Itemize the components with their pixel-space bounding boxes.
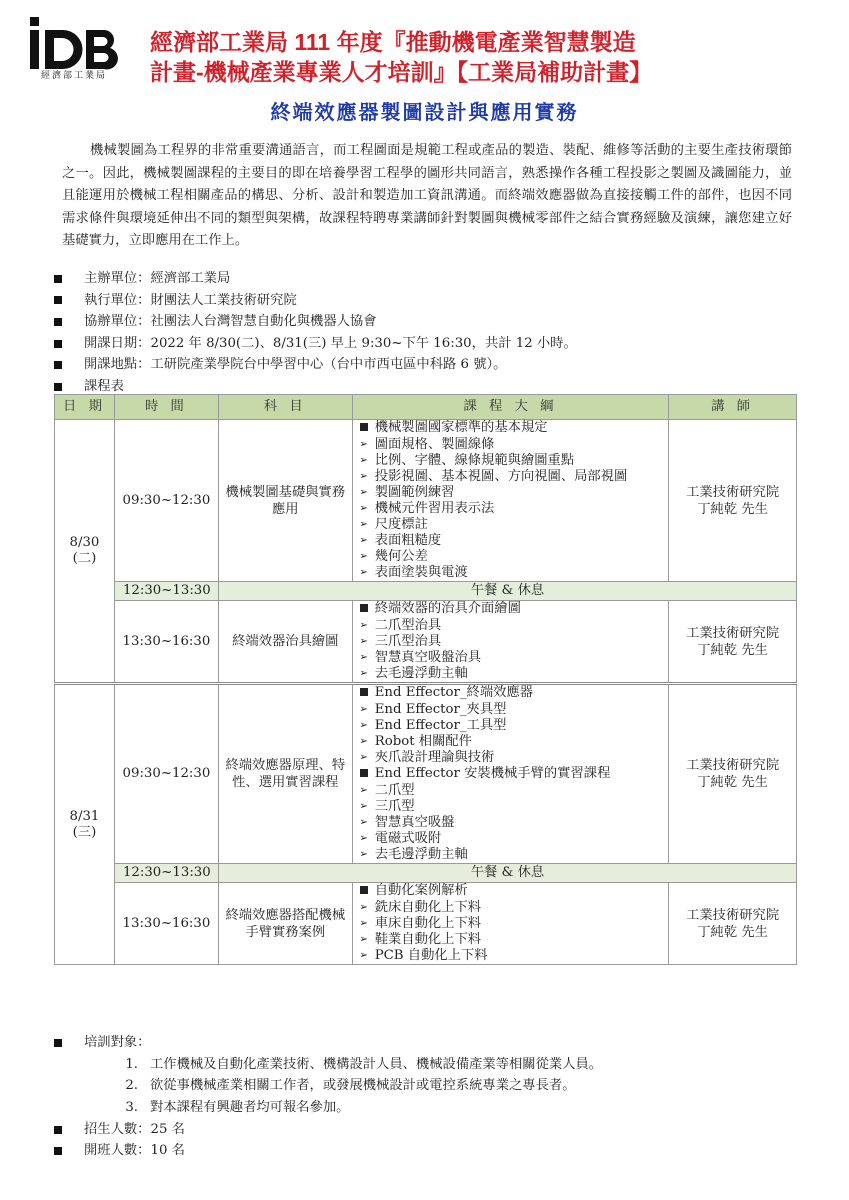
weekday-value: (三) [72, 824, 97, 840]
idb-logo-icon [28, 12, 120, 74]
outline-item [353, 734, 669, 750]
outline-text: 三爪型 [374, 799, 415, 814]
time-cell: 09:30~12:30 [114, 684, 218, 864]
target-item [54, 1054, 814, 1076]
lunch-time: 12:30~13:30 [114, 864, 218, 883]
info-executor [54, 290, 794, 312]
outline-cell [352, 601, 669, 684]
teacher-org: 工業技術研究院 [686, 907, 780, 923]
weekday-value: (二) [72, 551, 97, 566]
session-row [55, 420, 797, 582]
outline-text: 製圖範例練習 [374, 485, 455, 500]
lunch-row [55, 582, 797, 601]
course-title: 終端效應器製圖設計與應用實務 [270, 100, 579, 124]
square-bullet-icon [353, 601, 375, 618]
outline-text: 智慧真空吸盤 [374, 815, 455, 830]
time-cell: 09:30~12:30 [114, 420, 218, 582]
arrow-bullet-icon: ➢ [359, 817, 368, 828]
teacher-cell [669, 420, 797, 582]
outline-item [353, 634, 669, 650]
target-number: 1. [125, 1056, 138, 1072]
date-cell [55, 420, 115, 684]
outline-item [353, 702, 669, 718]
outline-text: End Effector 安裝機械手臂的實習課程 [374, 766, 611, 781]
outline-text: End Effector_終端效應器 [374, 685, 534, 700]
info-text: 課程表 [84, 378, 124, 394]
square-bullet-icon [54, 1147, 62, 1155]
teacher-cell [669, 883, 797, 965]
square-bullet-icon [353, 420, 375, 437]
lunch-label: 午餐 & 休息 [218, 582, 796, 601]
outline-item [353, 650, 669, 666]
outline-text: 車床自動化上下料 [374, 916, 482, 931]
header-teacher: 講 師 [669, 395, 797, 420]
arrow-bullet-icon: ➢ [359, 849, 368, 860]
outline-item [353, 883, 669, 900]
lunch-row [55, 864, 797, 883]
teacher-name: 丁純乾 先生 [697, 642, 768, 658]
square-bullet-icon [54, 275, 62, 283]
date-value: 8/30 [69, 535, 100, 550]
header-title-line1: 經濟部工業局 111 年度『推動機電產業智慧製造 [150, 29, 636, 55]
intro-paragraph [62, 140, 792, 253]
outline-text: 去毛邊浮動主軸 [374, 847, 468, 862]
outline-text: 夾爪設計理論與技術 [374, 750, 495, 765]
outline-item [353, 437, 669, 453]
outline-list [353, 883, 669, 964]
teacher-name: 丁純乾 先生 [697, 775, 768, 790]
arrow-bullet-icon: ➢ [359, 902, 368, 913]
outline-cell [352, 420, 669, 582]
schedule-table [54, 394, 797, 965]
enroll-count: 招生人數：25 名 [84, 1121, 185, 1137]
date-cell [55, 684, 115, 965]
outline-list [353, 685, 669, 863]
outline-text: 二爪型治具 [374, 618, 442, 633]
outline-text: Robot 相關配件 [374, 734, 472, 749]
arrow-bullet-icon: ➢ [359, 668, 368, 679]
outline-item [353, 533, 669, 549]
target-number: 2. [125, 1078, 138, 1094]
lunch-label: 午餐 & 休息 [218, 864, 796, 883]
outline-item [353, 685, 669, 702]
outline-item [353, 831, 669, 847]
arrow-bullet-icon: ➢ [359, 801, 368, 812]
outline-item [353, 750, 669, 766]
outline-item [353, 549, 669, 565]
teacher-name: 丁純乾 先生 [697, 501, 768, 517]
arrow-bullet-icon: ➢ [359, 785, 368, 796]
schedule-body [55, 420, 797, 965]
open-count-row [54, 1141, 814, 1163]
subject-cell: 終端效器治具繪圖 [218, 601, 352, 684]
outline-item [353, 517, 669, 533]
target-text: 對本課程有興趣者均可報名參加。 [150, 1100, 350, 1116]
schedule-header-row [55, 395, 797, 420]
target-item [54, 1075, 814, 1097]
outline-item [353, 948, 669, 964]
outline-item [353, 501, 669, 517]
outline-item [353, 601, 669, 618]
outline-item [353, 916, 669, 932]
outline-text: End Effector_工具型 [374, 718, 507, 733]
outline-cell [352, 883, 669, 965]
arrow-bullet-icon: ➢ [359, 752, 368, 763]
outline-text: 三爪型治具 [374, 634, 442, 649]
outline-item [353, 420, 669, 437]
square-bullet-icon [54, 296, 62, 304]
teacher-org: 工業技術研究院 [686, 758, 780, 773]
outline-item [353, 718, 669, 734]
teacher-org: 工業技術研究院 [686, 484, 780, 500]
info-organizer [54, 268, 794, 290]
time-cell: 13:30~16:30 [114, 883, 218, 965]
teacher-name: 丁純乾 先生 [697, 924, 768, 940]
info-text: 開課地點：工研院產業學院台中學習中心（台中市西屯區中科路 6 號）。 [84, 357, 507, 373]
outline-list [353, 420, 669, 581]
outline-item [353, 485, 669, 501]
outline-item [353, 469, 669, 485]
outline-item [353, 799, 669, 815]
outline-text: 終端效器的治具介面繪圖 [374, 601, 521, 616]
arrow-bullet-icon: ➢ [359, 439, 368, 450]
arrow-bullet-icon: ➢ [359, 736, 368, 747]
square-bullet-icon [54, 361, 62, 369]
header-date: 日 期 [55, 395, 115, 420]
header-subject: 科 目 [218, 395, 352, 420]
time-cell: 13:30~16:30 [114, 601, 218, 684]
subject-cell: 終端效應器搭配機械手臂實務案例 [218, 883, 352, 965]
outline-text: 投影視圖、基本視圖、方向視圖、局部視圖 [374, 469, 628, 484]
arrow-bullet-icon: ➢ [359, 551, 368, 562]
square-bullet-icon [54, 1126, 62, 1134]
arrow-bullet-icon: ➢ [359, 934, 368, 945]
outline-list [353, 601, 669, 682]
outline-item [353, 618, 669, 634]
outline-item [353, 565, 669, 581]
outline-text: 電磁式吸附 [374, 831, 442, 846]
page-header [28, 12, 828, 90]
square-bullet-icon [54, 340, 62, 348]
teacher-org: 工業技術研究院 [686, 625, 780, 641]
header-title-line2: 計畫-機械產業專業人才培訓』【工業局補助計畫】 [150, 59, 653, 85]
header-outline: 課 程 大 綱 [352, 395, 669, 420]
outline-text: 銑床自動化上下料 [374, 900, 482, 915]
arrow-bullet-icon: ➢ [359, 471, 368, 482]
arrow-bullet-icon: ➢ [359, 704, 368, 715]
targets-label: 培訓對象： [84, 1034, 151, 1050]
outline-text: End Effector_夾具型 [374, 702, 507, 717]
arrow-bullet-icon: ➢ [359, 652, 368, 663]
outline-item [353, 815, 669, 831]
info-location [54, 354, 794, 376]
info-text: 協辦單位：社團法人台灣智慧自動化與機器人協會 [84, 314, 377, 330]
session-row [55, 883, 797, 965]
outline-text: 機械製圖國家標準的基本規定 [374, 420, 548, 435]
outline-text: 機械元件習用表示法 [374, 501, 495, 516]
square-bullet-icon [54, 1039, 62, 1047]
targets-section [54, 1032, 814, 1162]
info-date [54, 333, 794, 355]
arrow-bullet-icon: ➢ [359, 720, 368, 731]
target-item [54, 1097, 814, 1119]
session-row [55, 601, 797, 684]
square-bullet-icon [353, 685, 375, 702]
outline-text: 圖面規格、製圖線條 [374, 437, 495, 452]
info-text: 執行單位：財團法人工業技術研究院 [84, 292, 297, 308]
arrow-bullet-icon: ➢ [359, 918, 368, 929]
target-text: 欲從事機械產業相關工作者，或發展機械設計或電控系統專業之專長者。 [150, 1078, 576, 1094]
arrow-bullet-icon: ➢ [359, 567, 368, 578]
square-bullet-icon [54, 383, 62, 391]
enroll-count-row [54, 1119, 814, 1141]
outline-text: 比例、字體、線條規範與繪圖重點 [374, 453, 575, 468]
arrow-bullet-icon: ➢ [359, 535, 368, 546]
session-row [55, 684, 797, 864]
outline-item [353, 453, 669, 469]
intro-text: 機械製圖為工程界的非常重要溝通語言，而工程圖面是規範工程或產品的製造、裝配、維修等活動的主要生產技術環節之一。因此，機械製圖課程的主要目的即在培養學習工程學的圖形共同語言，熟悉操作各種工程投影之製圖及識圖能力，並且能運用於機械工程相關產品的構思、分析、設計和製造加工資訊溝通。而終端效應器做為直接接觸工件的部件，也因不同需求條件與環境延伸出不同的類型與架構，故課程特聘專業講師針對製圖與機械零部件之結合實務經驗及演練，讓您建立好基礎實力，立即應用在工作上。 [62, 143, 792, 249]
arrow-bullet-icon: ➢ [359, 519, 368, 530]
target-number: 3. [125, 1100, 138, 1116]
arrow-bullet-icon: ➢ [359, 503, 368, 514]
arrow-bullet-icon: ➢ [359, 455, 368, 466]
arrow-bullet-icon: ➢ [359, 636, 368, 647]
square-bullet-icon [54, 318, 62, 326]
date-value: 8/31 [69, 808, 100, 824]
outline-text: 鞋業自動化上下料 [374, 932, 482, 947]
outline-text: 二爪型 [374, 783, 415, 798]
outline-text: 尺度標註 [374, 517, 428, 532]
outline-item [353, 783, 669, 799]
outline-item [353, 932, 669, 948]
target-text: 工作機械及自動化產業技術、機構設計人員、機械設備產業等相關從業人員。 [150, 1056, 603, 1072]
teacher-cell [669, 601, 797, 684]
arrow-bullet-icon: ➢ [359, 833, 368, 844]
outline-text: 表面粗糙度 [374, 533, 442, 548]
arrow-bullet-icon: ➢ [359, 620, 368, 631]
outline-text: 智慧真空吸盤治具 [374, 650, 482, 665]
outline-text: 自動化案例解析 [374, 883, 468, 898]
info-text: 開課日期：2022 年 8/30(二)、8/31(三) 早上 9:30~下午 16:30，共計 12 小時。 [84, 335, 577, 351]
square-bullet-icon [353, 766, 375, 783]
logo-subtitle: 經濟部工業局 [40, 70, 107, 80]
lunch-time: 12:30~13:30 [114, 582, 218, 601]
outline-item [353, 766, 669, 783]
subject-cell: 終端效應器原理、特性、選用實習課程 [218, 684, 352, 864]
outline-item [353, 666, 669, 682]
arrow-bullet-icon: ➢ [359, 487, 368, 498]
outline-item [353, 900, 669, 916]
info-text: 主辦單位：經濟部工業局 [84, 271, 231, 286]
outline-text: 幾何公差 [374, 549, 428, 564]
arrow-bullet-icon: ➢ [359, 950, 368, 961]
outline-text: 去毛邊浮動主軸 [374, 666, 468, 681]
header-time: 時 間 [114, 395, 218, 420]
targets-label-row [54, 1032, 814, 1054]
outline-cell [352, 684, 669, 864]
info-co-organizer [54, 311, 794, 333]
teacher-cell [669, 684, 797, 864]
outline-item [353, 847, 669, 863]
square-bullet-icon [353, 883, 375, 900]
subject-cell: 機械製圖基礎與實務應用 [218, 420, 352, 582]
open-count: 開班人數：10 名 [84, 1143, 185, 1159]
outline-text: 表面塗裝與電渡 [374, 565, 468, 580]
outline-text: PCB 自動化上下料 [374, 948, 488, 963]
info-list [54, 268, 794, 398]
